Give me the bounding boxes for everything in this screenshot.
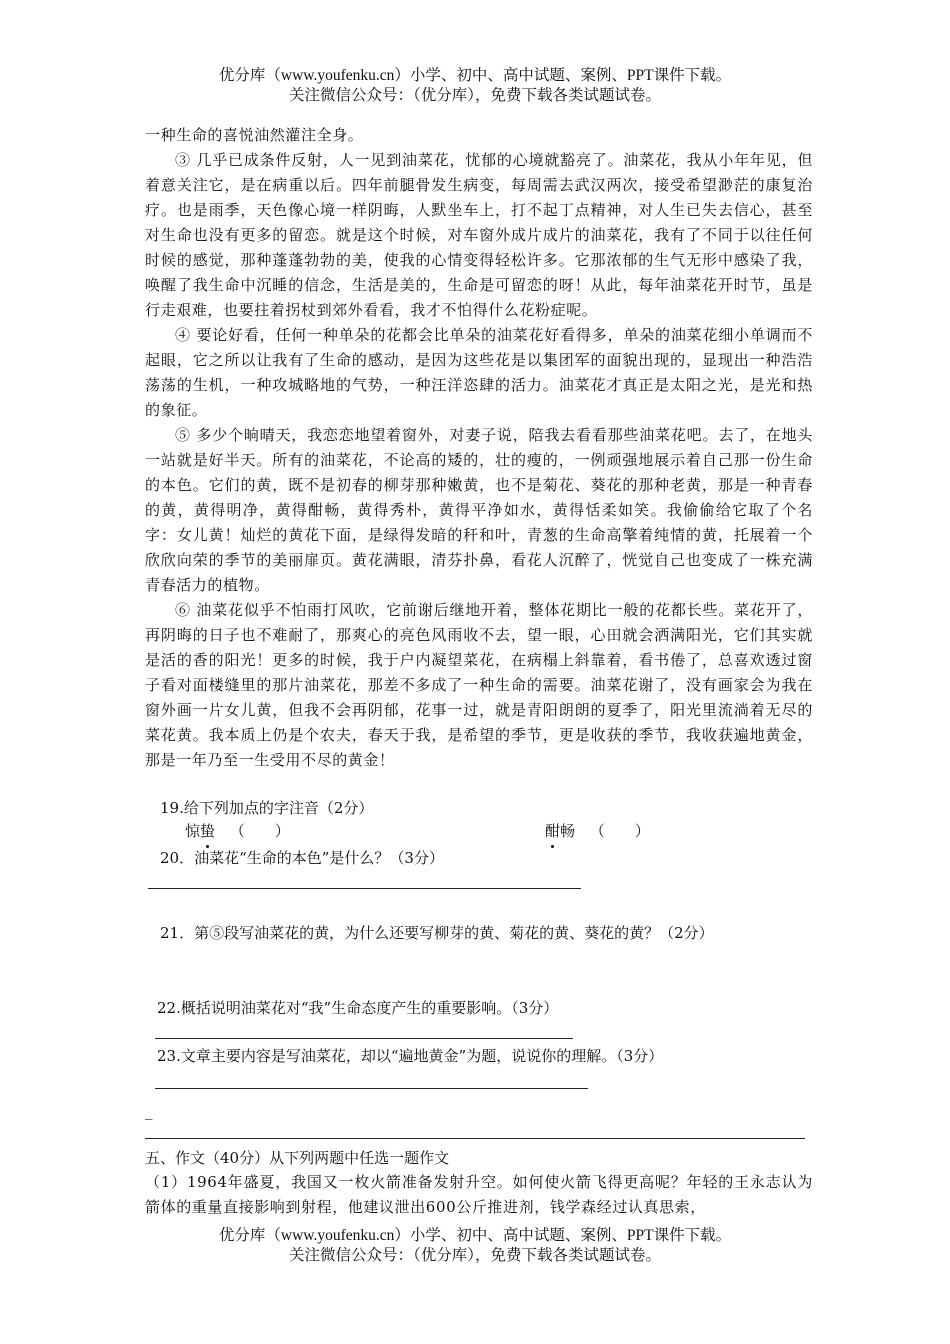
paragraph-6: ⑥ 油菜花似乎不怕雨打风吹，它前谢后继地开着，整体花期比一般的花都长些。菜花开了，再阴晦的日子也不难耐了，那爽心的亮色风雨收不去，望一眼，心田就会洒满阳光，它们其实就是活的香的阳光！更多的时候，我于户内凝望菜花，在病榻上斜靠着，看书倦了，总喜欢透过窗子看对面楼缝里的那片油菜花，那差不多成了一种生命的需要。油菜花谢了，没有画家会为我在窗外画一片女儿黄，但我不会再阴郁，花事一过，就是青阳朗朗的夏季了，阳光里流淌着无尽的菜花黄。我本质上仍是个农夫，春天于我，是希望的季节，更是收获的季节，我收获遍地黄金，那是一年乃至一生受用不尽的黄金！ — [145, 601, 813, 769]
q19-answer-blank-2[interactable]: （ ） — [589, 822, 650, 840]
header-line-2: 关注微信公众号：（优分库），免费下载各类试题试卷。 — [288, 87, 661, 104]
q19-item-1 — [185, 820, 300, 842]
section-divider — [145, 1138, 805, 1139]
question-21: 21．第⑤段写油菜花的黄，为什么还要写柳芽的黄、菊花的黄、葵花的黄？（2分） — [160, 924, 714, 942]
answer-line-20[interactable] — [148, 888, 581, 889]
answer-line-22[interactable] — [155, 1038, 573, 1039]
q19-word2-dotted-char: 酣 — [545, 822, 561, 840]
composition-heading: 五、作文（40分）从下列两题中任选一题作文 — [145, 1149, 450, 1167]
paragraph-5: ⑤ 多少个晌晴天，我恋恋地望着窗外，对妻子说，陪我去看看那些油菜花吧。去了，在地头一站就是好半天。所有的油菜花，不论高的矮的，壮的瘦的，一例顽强地展示着自己那一份生命的本色。它们的黄，既不是初春的柳芽那种嫩黄，也不是菊花、葵花的那种老黄，那是一种青春的黄，黄得明净，黄得酣畅，黄得秀朴，黄得平净如水，黄得恬柔如笑。我偷偷给它取了个名字：女儿黄！灿烂的黄花下面，是绿得发暗的秆和叶，青葱的生命高擎着纯情的黄，托展着一个欣欣向荣的季节的美丽扉页。黄花满眼，清芬扑鼻，看花人沉醉了，恍觉自己也变成了一株充满青春活力的植物。 — [145, 426, 813, 594]
q19-word1-char1: 惊 — [185, 822, 201, 840]
q19-word1-dotted-char: 蛰 — [200, 822, 216, 840]
question-22: 22.概括说明油菜花对“我”生命态度产生的重要影响。（3分） — [157, 999, 559, 1017]
footer-line-1: 优分库（www.youfenku.cn）小学、初中、高中试题、案例、PPT课件下载。 — [218, 1227, 732, 1244]
paragraph-3: ③ 几乎已成条件反射，人一见到油菜花，忧郁的心境就豁亮了。油菜花，我从小年年见，但着意关注它，是在病重以后。四年前腿骨发生病变，每周需去武汉两次，接受希望渺茫的康复治疗。也是雨季，天色像心境一样阴晦，人默坐车上，打不起丁点精神，对人生已失去信心，甚至对生命也没有更多的留恋。就是这个时候，对车窗外成片成片的油菜花，我有了不同于以往任何时候的感觉，那种蓬蓬勃勃的美，使我的心情变得轻松许多。它那浓郁的生气无形中感染了我，唤醒了我生命中沉睡的信念，生活是美的，生命是可留恋的呀！从此，每年油菜花开时节，虽是行走艰难，也要拄着拐杖到郊外看看，我才不怕得什么花粉症呢。 — [145, 151, 813, 319]
q19-item-2 — [545, 820, 660, 842]
question-23: 23.文章主要内容是写油菜花，却以“遍地黄金”为题，说说你的理解。（3分） — [157, 1047, 664, 1065]
passage — [145, 123, 813, 773]
footer-line-2: 关注微信公众号：（优分库），免费下载各类试题试卷。 — [288, 1247, 661, 1264]
q19-word2-char2: 畅 — [560, 822, 576, 840]
header-line-1: 优分库（www.youfenku.cn）小学、初中、高中试题、案例、PPT课件下载。 — [218, 67, 732, 84]
paragraph-continuation: 一种生命的喜悦油然灌注全身。 — [145, 126, 364, 144]
page-header-top — [0, 66, 950, 106]
paragraph-4: ④ 要论好看，任何一种单朵的花都会比单朵的油菜花好看得多，单朵的油菜花细小单调而不起眼，它之所以让我有了生命的感动，是因为这些花是以集团军的面貌出现的，显现出一种浩浩荡荡的生机，一种攻城略地的气势，一种汪洋恣肆的活力。油菜花才真正是太阳之光，是光和热的象征。 — [145, 326, 813, 419]
stray-underscore: _ — [145, 1102, 153, 1120]
page-footer — [0, 1226, 950, 1266]
question-19: 19.给下列加点的字注音（2分） — [160, 799, 374, 817]
composition-prompt: （1）1964年盛夏，我国又一枚火箭准备发射升空。如何使火箭飞得更高呢？年轻的王永志认为箭体的重量直接影响到射程，他建议泄出600公斤推进剂，钱学森经过认真思索， — [145, 1173, 813, 1216]
q19-answer-blank-1[interactable]: （ ） — [229, 822, 290, 840]
question-20: 20．油菜花“生命的本色”是什么？（3分） — [160, 849, 444, 867]
answer-line-23[interactable] — [155, 1088, 588, 1089]
